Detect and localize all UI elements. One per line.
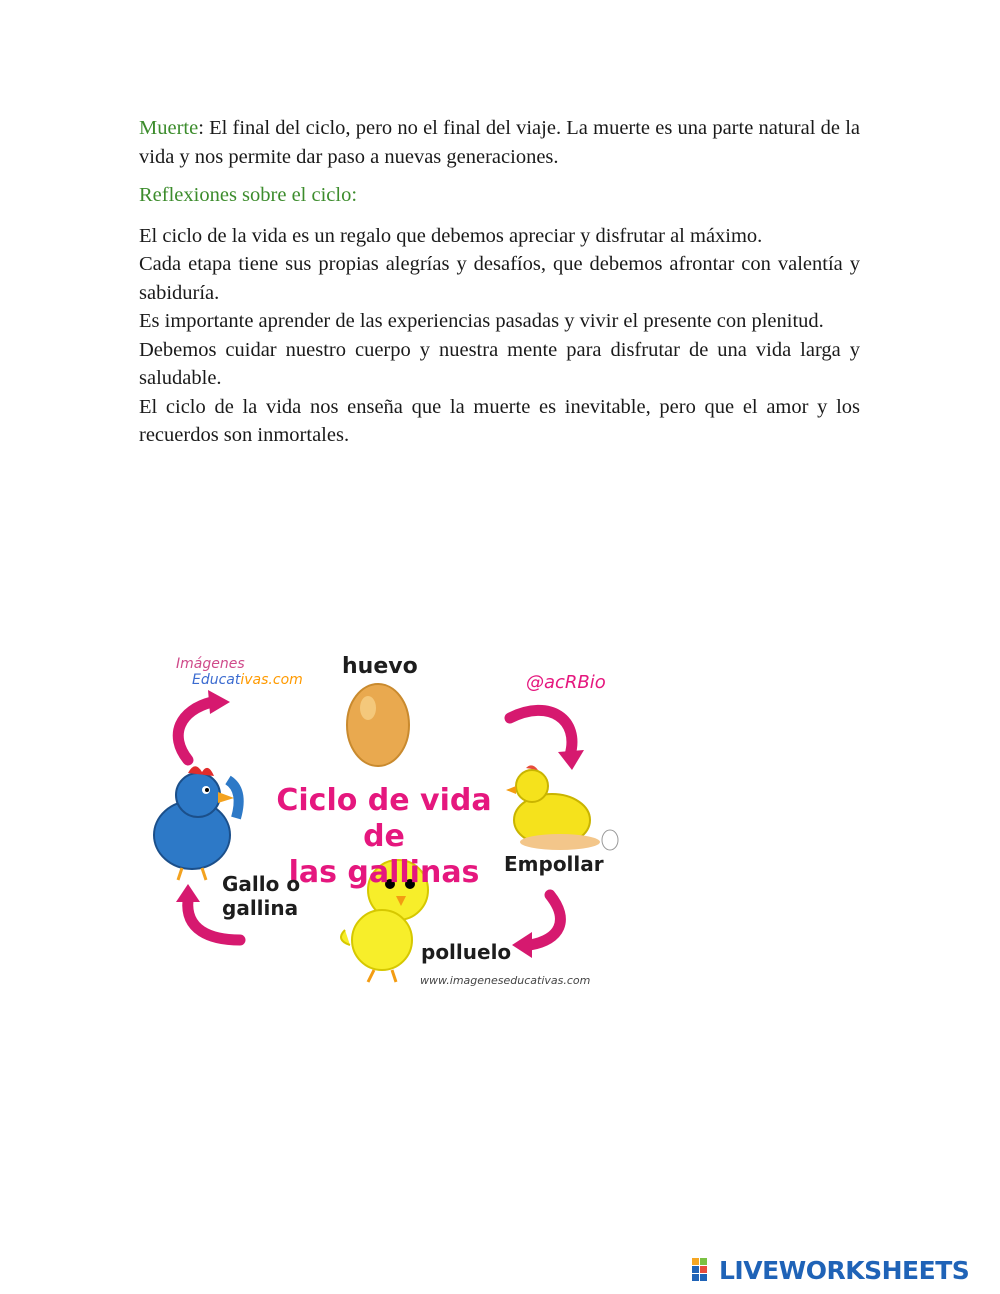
muerte-paragraph [139,114,860,171]
reflection-item: Debemos cuidar nuestro cuerpo y nuestra mente para disfrutar de una vida larga y saludable. [139,338,860,389]
arrow-icon [530,895,560,945]
logo-text: LIVEWORKSHEETS [719,1255,970,1285]
chicken-life-cycle-image [140,640,640,995]
arrow-icon [510,710,572,755]
reflexiones-heading: Reflexiones sobre el ciclo: [139,184,358,206]
stage-huevo: huevo [342,654,418,679]
hen-icon [506,765,618,850]
muerte-text: : El final del ciclo, pero no el final del viaje. La muerte es una parte natural de la vida y nos permite dar paso a nuevas generaciones. [139,117,860,168]
stage-gallo: Gallo o gallina [222,872,301,920]
stage-polluelo: polluelo [421,940,512,964]
stage-empollar: Empollar [504,852,604,876]
muerte-label: Muerte [139,117,199,139]
reflection-item: Es importante aprender de las experiencias pasadas y vivir el presente con plenitud. [139,310,824,332]
reflection-item: El ciclo de la vida nos enseña que la muerte es inevitable, pero que el amor y los recuerdos son inmortales. [139,395,860,446]
source-url: www.imageneseducativas.com [420,974,591,987]
document-text [139,114,860,450]
author-handle: @acRBio [526,672,606,693]
rooster-icon [154,766,239,880]
arrow-icon [178,702,212,760]
liveworksheets-logo[interactable] [692,1256,969,1284]
reflection-item: Cada etapa tiene sus propias alegrías y desafíos, que debemos afrontar con valentía y sabiduría. [139,253,860,304]
liveworksheets-icon [692,1258,716,1282]
reflection-item: El ciclo de la vida es un regalo que debemos apreciar y disfrutar al máximo. [139,224,763,247]
brand-logo: Imágenes Educativas.com [176,656,303,688]
egg-icon [347,684,409,766]
infographic-title: Ciclo de vida de las gallinas [276,783,492,890]
